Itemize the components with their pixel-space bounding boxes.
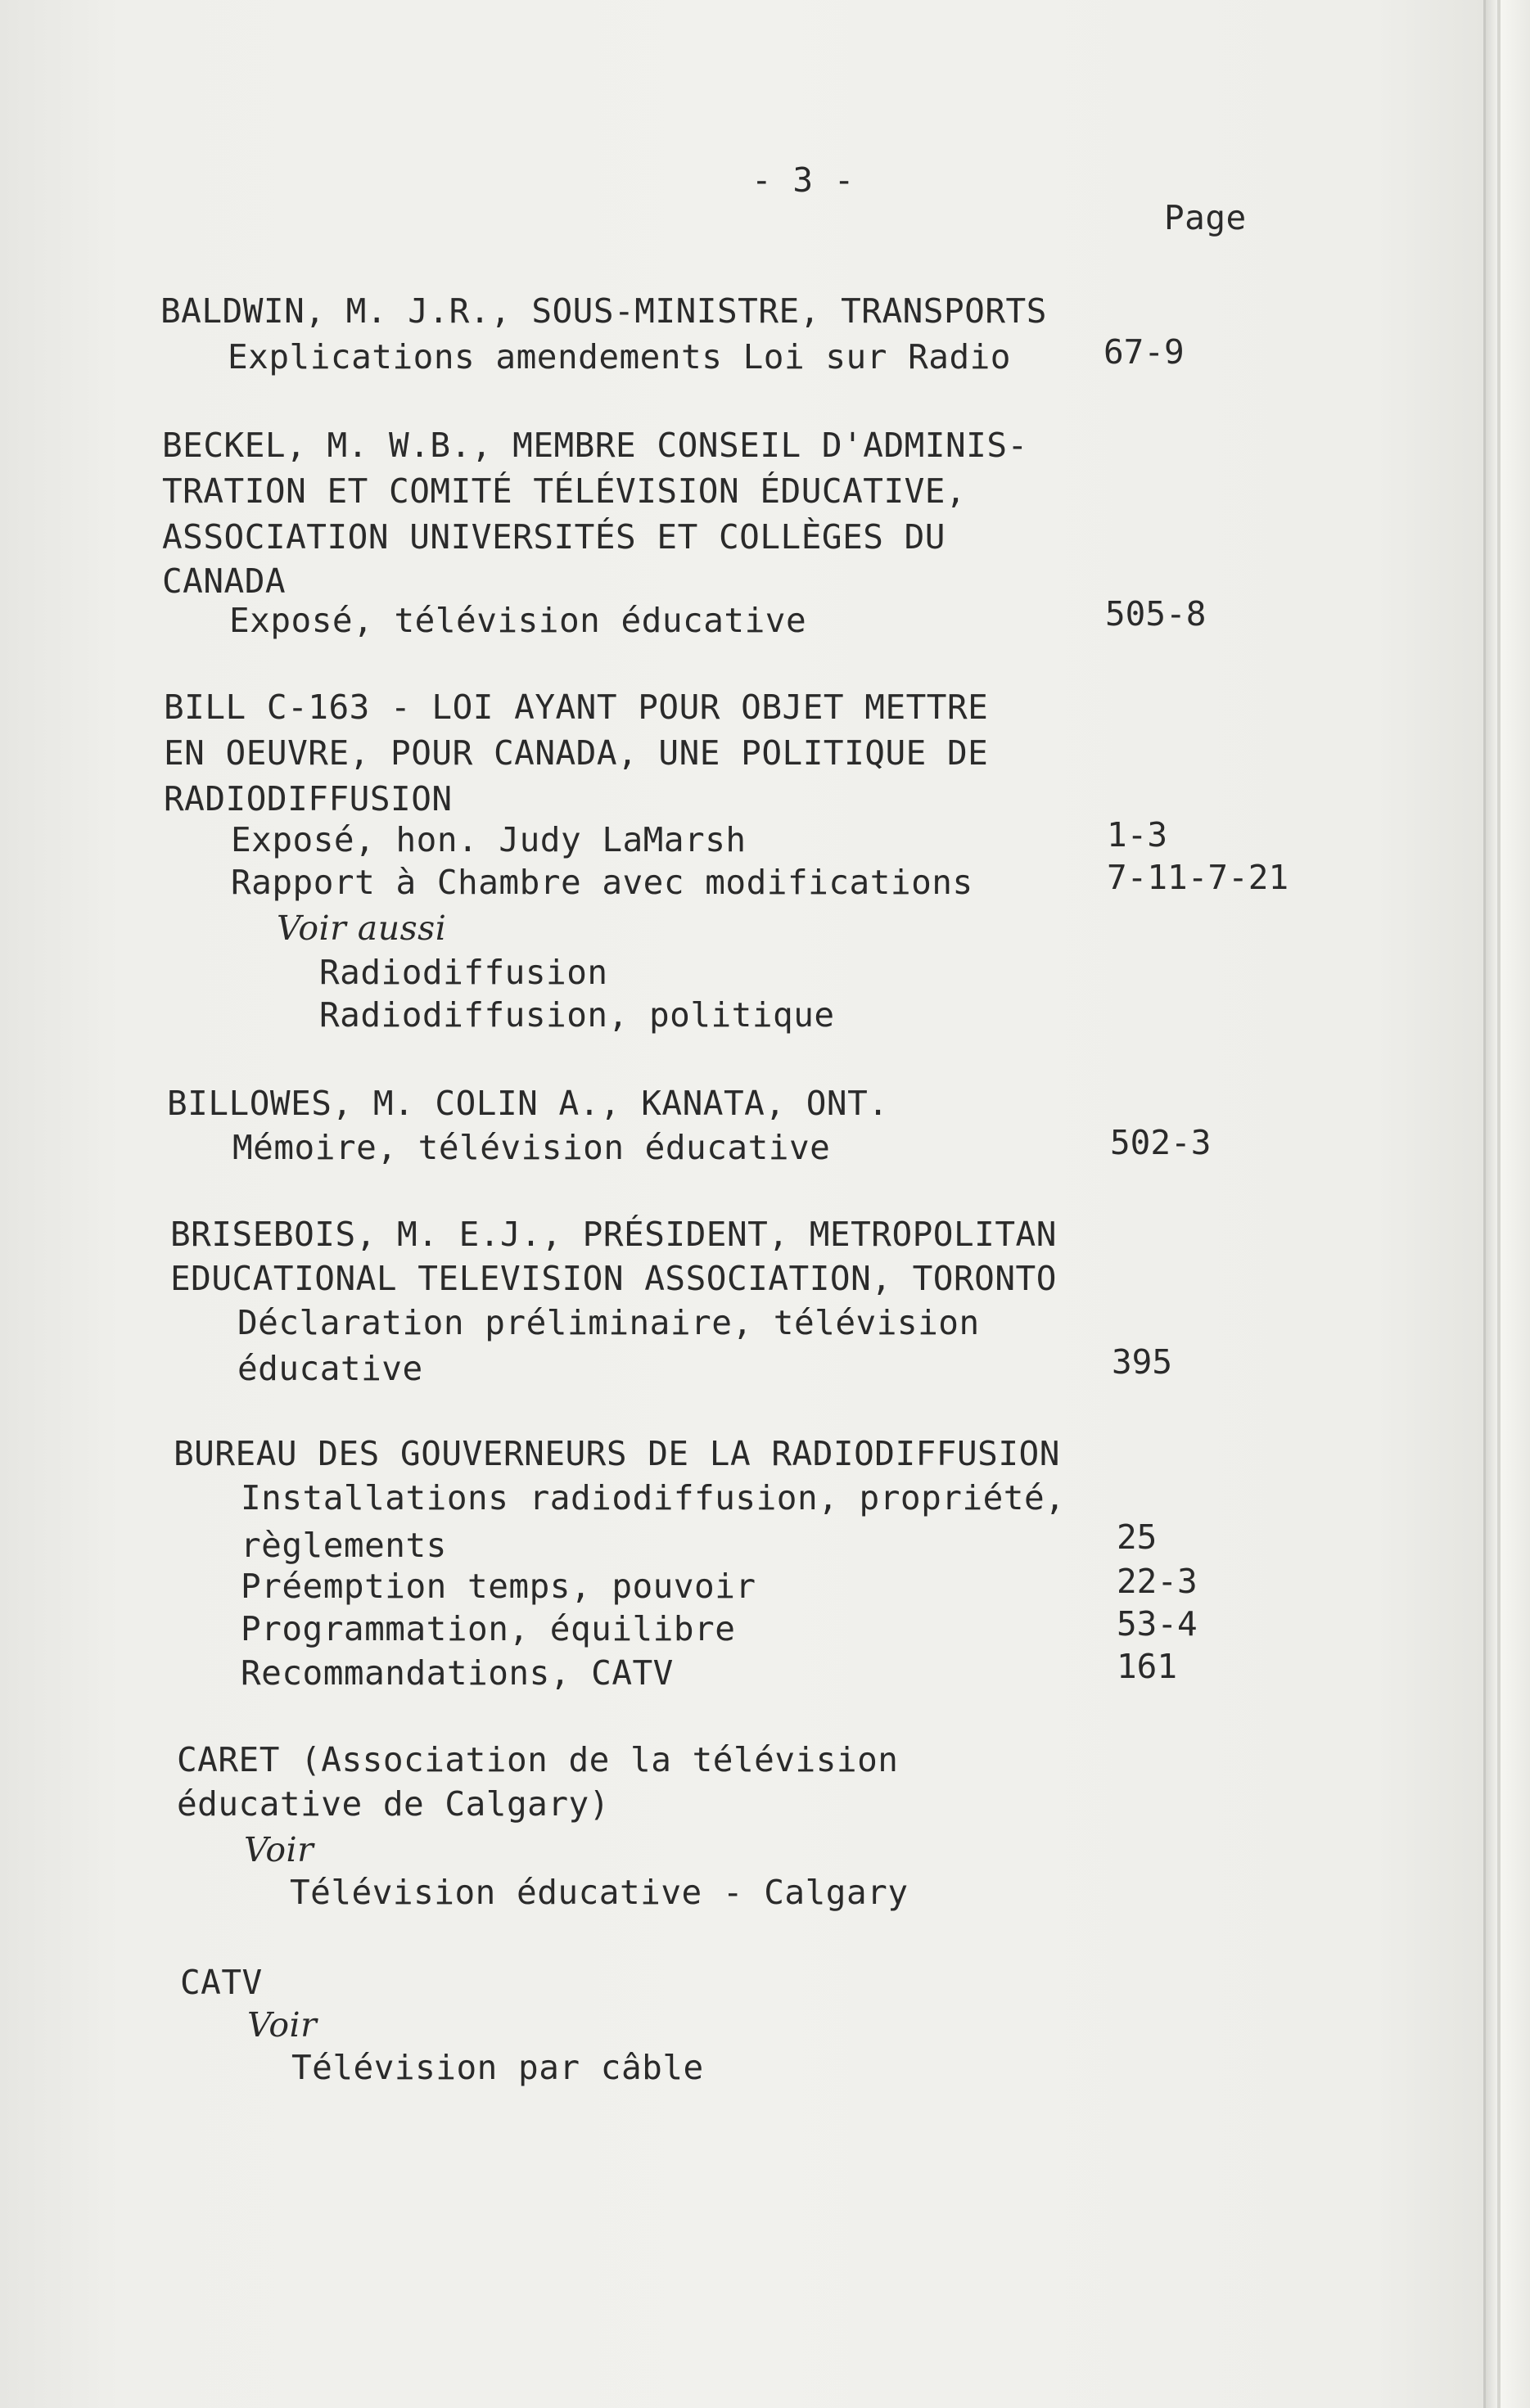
entry-item-continued: règlements (241, 1526, 447, 1565)
entry-heading: BILL C-163 - LOI AYANT POUR OBJET METTRE (164, 688, 989, 727)
entry-heading: EDUCATIONAL TELEVISION ASSOCIATION, TORONTO (170, 1259, 1057, 1298)
binding-edge (1483, 0, 1530, 2408)
entry-pages: 502-3 (1110, 1123, 1212, 1162)
entry-pages: 7-11-7-21 (1107, 858, 1289, 897)
entry-item: Explications amendements Loi sur Radio (228, 337, 1011, 377)
page-number: - 3 - (751, 160, 855, 200)
entry-item: Exposé, hon. Judy LaMarsh (231, 820, 747, 859)
see-item: Télévision éducative - Calgary (290, 1873, 909, 1912)
entry-pages: 67-9 (1103, 332, 1185, 372)
entry-heading: BALDWIN, M. J.R., SOUS-MINISTRE, TRANSPORTS (160, 291, 1047, 331)
entry-heading: BECKEL, M. W.B., MEMBRE CONSEIL D'ADMINIS- (162, 426, 1028, 465)
entry-heading: BILLOWES, M. COLIN A., KANATA, ONT. (167, 1084, 889, 1123)
entry-heading: ASSOCIATION UNIVERSITÉS ET COLLÈGES DU (162, 517, 946, 557)
entry-item: Programmation, équilibre (241, 1609, 736, 1648)
entry-item: Exposé, télévision éducative (229, 601, 807, 640)
entry-pages: 395 (1112, 1342, 1173, 1382)
entry-item: Préemption temps, pouvoir (241, 1567, 756, 1606)
entry-heading: EN OEUVRE, POUR CANADA, UNE POLITIQUE DE (164, 733, 989, 773)
entry-heading: BRISEBOIS, M. E.J., PRÉSIDENT, METROPOLITAN (170, 1215, 1057, 1254)
entry-item: Recommandations, CATV (241, 1653, 674, 1693)
entry-pages: 53-4 (1117, 1604, 1198, 1644)
see-label: Voir (244, 1830, 314, 1869)
entry-pages: 1-3 (1107, 815, 1168, 855)
entry-pages: 161 (1117, 1647, 1178, 1686)
entry-heading: CATV (180, 1963, 263, 2002)
entry-item: Mémoire, télévision éducative (232, 1128, 831, 1167)
see-also-item: Radiodiffusion, politique (319, 995, 835, 1035)
entry-heading: TRATION ET COMITÉ TÉLÉVISION ÉDUCATIVE, (162, 471, 967, 511)
see-item: Télévision par câble (291, 2048, 704, 2087)
entry-heading: éducative de Calgary) (177, 1784, 610, 1824)
entry-item: Déclaration préliminaire, télévision (237, 1303, 980, 1342)
entry-item-continued: éducative (237, 1349, 423, 1388)
entry-item: Installations radiodiffusion, propriété, (241, 1478, 1066, 1517)
page-column-header: Page (1164, 198, 1247, 237)
entry-pages: 25 (1117, 1517, 1158, 1557)
entry-heading: RADIODIFFUSION (164, 779, 453, 818)
entry-pages: 22-3 (1117, 1562, 1198, 1601)
entry-heading: CANADA (162, 561, 287, 601)
see-also-item: Radiodiffusion (319, 953, 608, 992)
entry-heading: CARET (Association de la télévision (177, 1740, 899, 1779)
see-label: Voir (247, 2005, 318, 2045)
entry-item: Rapport à Chambre avec modifications (231, 863, 973, 902)
entry-pages: 505-8 (1105, 594, 1207, 634)
entry-heading: BUREAU DES GOUVERNEURS DE LA RADIODIFFUSION (174, 1434, 1060, 1473)
see-also-label: Voir aussi (277, 909, 447, 948)
